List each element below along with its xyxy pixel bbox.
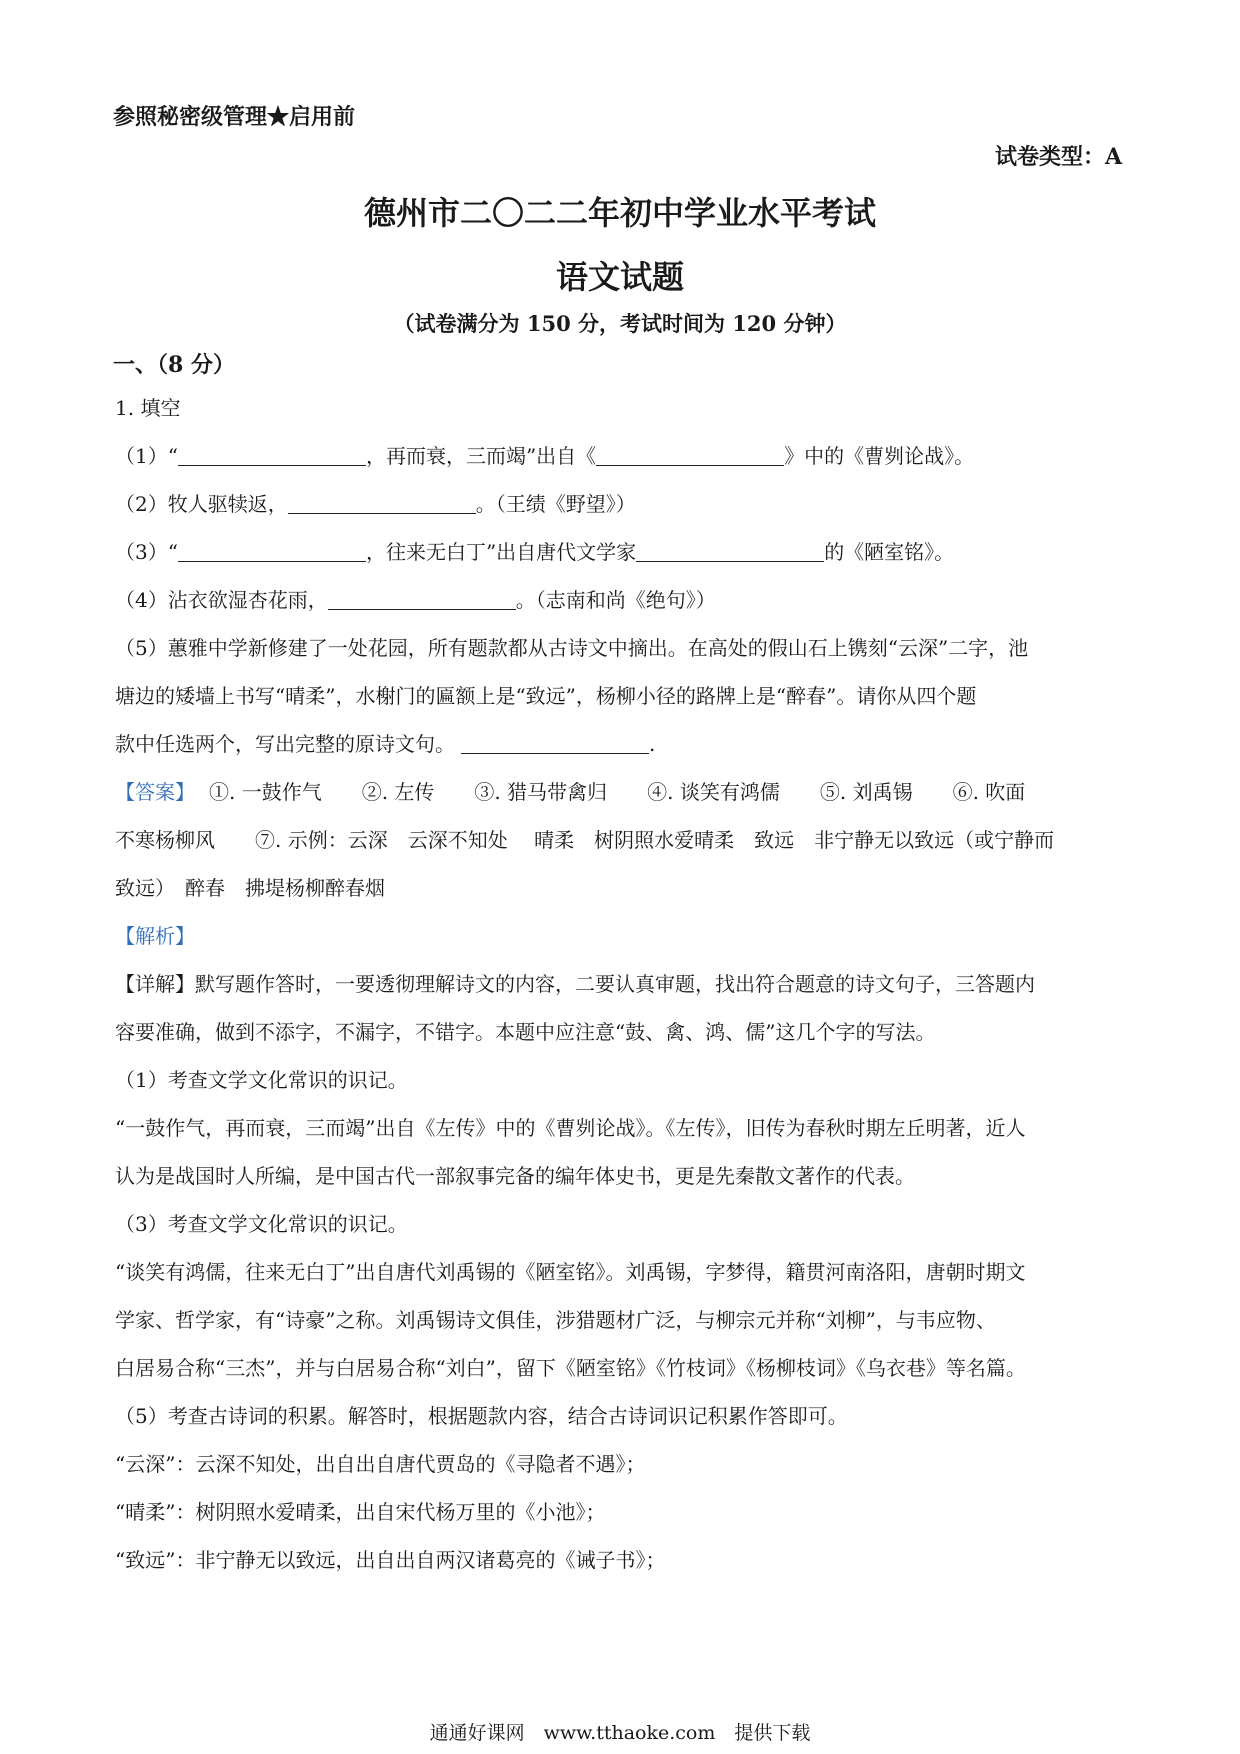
- footer-source: 通通好课网 www.tthaoke.com 提供下载: [429, 1722, 811, 1744]
- answer-line-1: 【答案】 ①. 一鼓作气 ②. 左传 ③. 猎马带禽归 ④. 谈笑有鸿儒 ⑤. 刘禹锡 ⑥. 吹面: [115, 780, 1026, 804]
- answer-blank[interactable]: [636, 541, 824, 562]
- question-label: 1. 填空: [115, 396, 181, 420]
- analysis-line: （3）考查文学文化常识的识记。: [115, 1212, 408, 1236]
- fill-item-2: （2）牧人驱犊返， 。（王绩《野望》）: [115, 492, 636, 516]
- answer-blank[interactable]: [178, 445, 366, 466]
- subject-title: 语文试题: [555, 258, 684, 296]
- answer-line-3: 致远） 醉春 拂堤杨柳醉春烟: [115, 876, 385, 900]
- analysis-label: 【解析】: [115, 924, 195, 948]
- exam-title: 德州市二〇二二年初中学业水平考试: [363, 194, 876, 232]
- answer-blank[interactable]: [596, 445, 784, 466]
- secrecy-label: 参照秘密级管理★启用前: [113, 104, 356, 130]
- fill-item-4: （4）沾衣欲湿杏花雨， 。（志南和尚《绝句》）: [115, 588, 716, 612]
- analysis-line: 【详解】默写题作答时，一要透彻理解诗文的内容，二要认真审题，找出符合题意的诗文句子，三答题内: [115, 972, 1035, 996]
- fill-item-5-line-2: 塘边的矮墙上书写“晴柔”，水榭门的匾额上是“致远”，杨柳小径的路牌上是“醉春”。请你从四个题: [115, 684, 977, 708]
- answer-blank[interactable]: [328, 589, 516, 610]
- fill-item-3: （3）“ ，往来无白丁”出自唐代文学家 的《陋室铭》。: [115, 540, 955, 564]
- exam-note: （试卷满分为 150 分，考试时间为 120 分钟）: [393, 311, 847, 336]
- analysis-line: “一鼓作气，再而衰，三而竭”出自《左传》中的《曹刿论战》。《左传》，旧传为春秋时期左丘明著，近人: [115, 1116, 1026, 1140]
- analysis-line: （1）考查文学文化常识的识记。: [115, 1068, 408, 1092]
- fill-item-5-line-3: 款中任选两个，写出完整的原诗文句。 .: [115, 732, 656, 756]
- paper-type-label: 试卷类型：A: [995, 144, 1123, 170]
- fill-item-5-line-1: （5）蕙雅中学新修建了一处花园，所有题款都从古诗文中摘出。在高处的假山石上镌刻“云深”二字，池: [115, 636, 1029, 660]
- answer-line-2: 不寒杨柳风 ⑦. 示例：云深 云深不知处 晴柔 树阴照水爱晴柔 致远 非宁静无以致远（或宁静而: [115, 828, 1055, 852]
- analysis-line: “致远”：非宁静无以致远，出自出自两汉诸葛亮的《诫子书》；: [115, 1548, 666, 1572]
- analysis-line: “谈笑有鸿儒，往来无白丁”出自唐代刘禹锡的《陋室铭》。刘禹锡，字梦得，籍贯河南洛阳，唐朝时期文: [115, 1260, 1026, 1284]
- analysis-line: “云深”：云深不知处，出自出自唐代贾岛的《寻隐者不遇》；: [115, 1452, 646, 1476]
- analysis-line: 学家、哲学家，有“诗豪”之称。刘禹锡诗文俱佳，涉猎题材广泛，与柳宗元并称“刘柳”，与韦应物、: [115, 1308, 996, 1332]
- answer-blank[interactable]: [461, 733, 649, 754]
- answer-blank[interactable]: [288, 493, 476, 514]
- analysis-line: 白居易合称“三杰”，并与白居易合称“刘白”，留下《陋室铭》《竹枝词》《杨柳枝词》《乌衣巷》等名篇。: [115, 1356, 1026, 1380]
- analysis-line: （5）考查古诗词的积累。解答时，根据题款内容，结合古诗词识记积累作答即可。: [115, 1404, 848, 1428]
- answer-blank[interactable]: [178, 541, 366, 562]
- analysis-line: “晴柔”：树阴照水爱晴柔，出自宋代杨万里的《小池》；: [115, 1500, 606, 1524]
- answer-label: 【答案】: [115, 780, 195, 804]
- analysis-line: 容要准确，做到不添字，不漏字，不错字。本题中应注意“鼓、禽、鸿、儒”这几个字的写法。: [115, 1020, 936, 1044]
- fill-item-1: （1）“ ，再而衰，三而竭”出自《 》中的《曹刿论战》。: [115, 444, 975, 468]
- analysis-line: 认为是战国时人所编，是中国古代一部叙事完备的编年体史书，更是先秦散文著作的代表。: [115, 1164, 915, 1188]
- section-heading: 一、（8 分）: [113, 352, 235, 378]
